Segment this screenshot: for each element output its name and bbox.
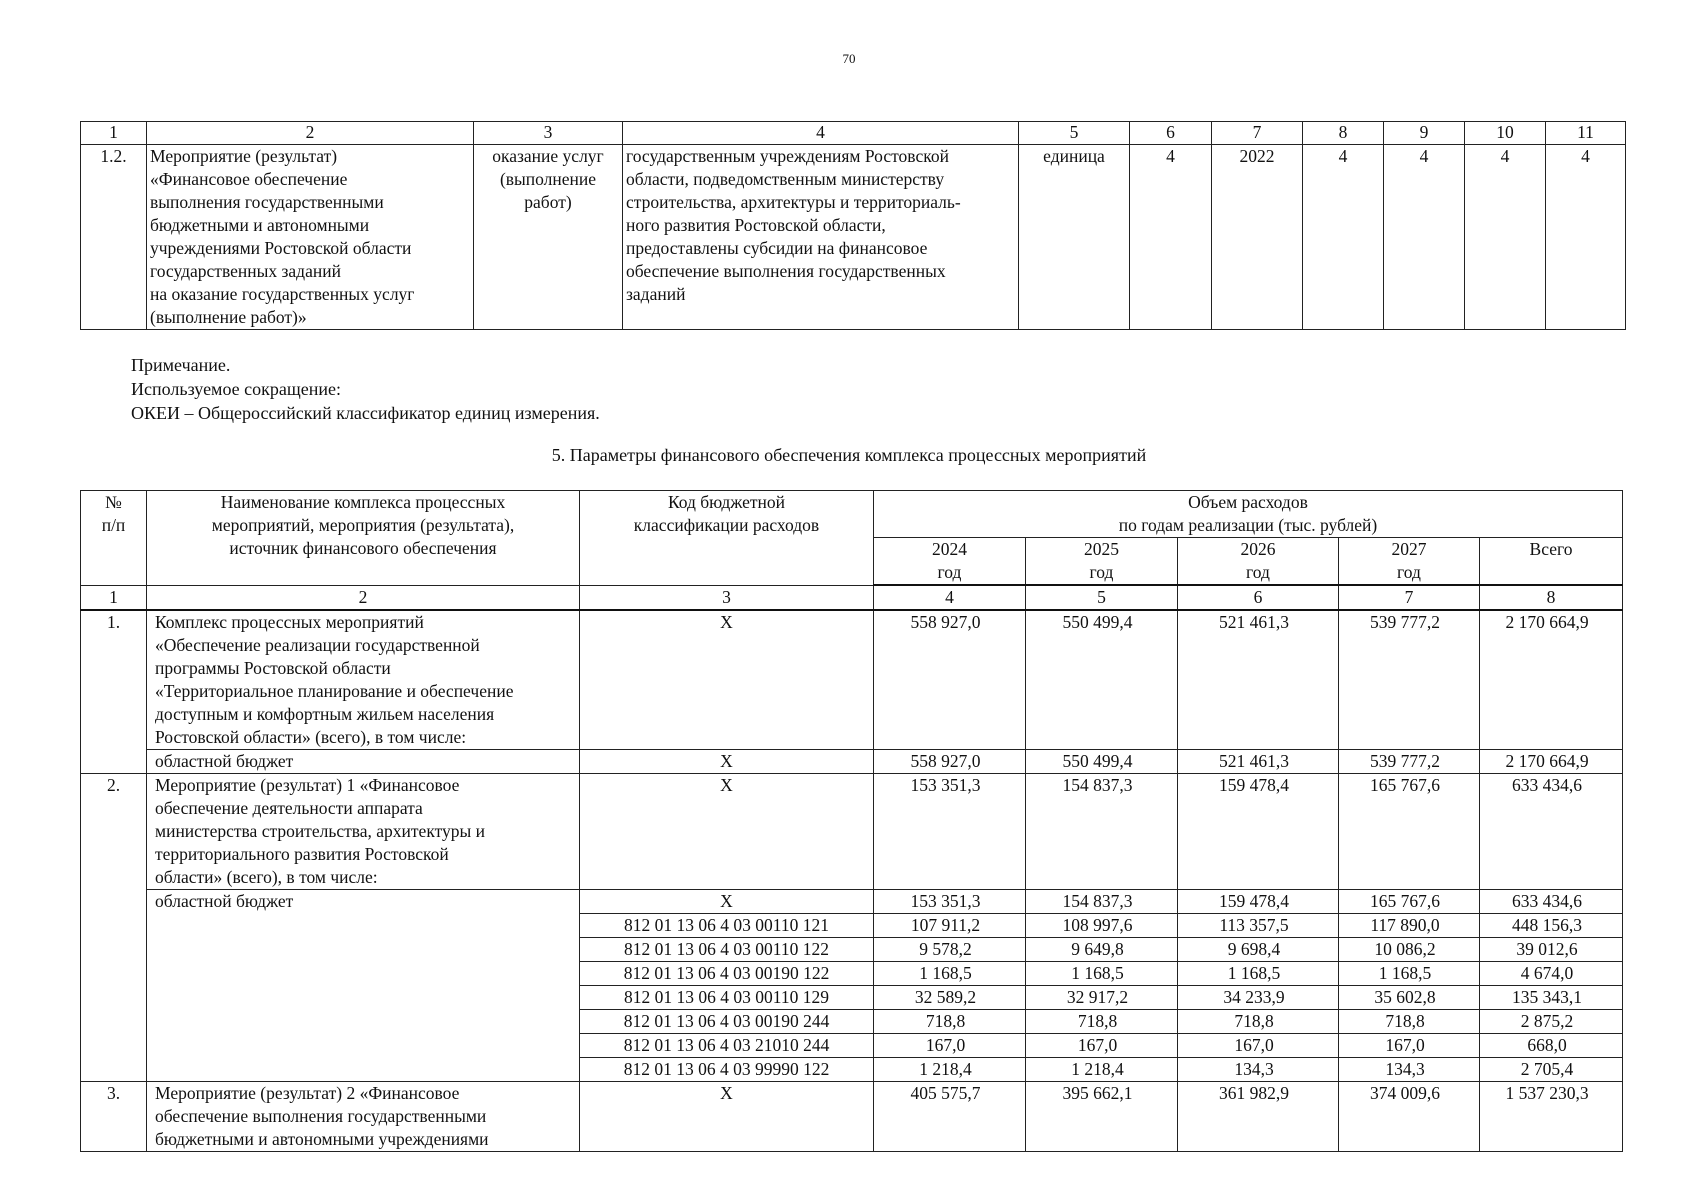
value-total: 4 674,0 <box>1480 962 1623 986</box>
t1-col-num: 3 <box>474 122 623 145</box>
name-line: территориального развития Ростовской <box>155 844 449 864</box>
header-line: Объем расходов <box>1188 492 1308 512</box>
value-2027: 374 009,6 <box>1339 1082 1480 1152</box>
cell-value: 4 <box>1546 145 1626 330</box>
t1-col-num: 2 <box>147 122 474 145</box>
value-total: 2 705,4 <box>1480 1058 1623 1082</box>
value-total: 135 343,1 <box>1480 986 1623 1010</box>
header-line: по годам реализации (тыс. рублей) <box>1118 515 1378 535</box>
budget-code: X <box>580 750 874 774</box>
value-2025: 154 837,3 <box>1026 890 1178 914</box>
name-line: (выполнение работ)» <box>150 307 307 327</box>
value-2024: 32 589,2 <box>874 986 1026 1010</box>
value-2025: 154 837,3 <box>1026 774 1178 890</box>
value-2026: 521 461,3 <box>1178 610 1339 750</box>
value-2026: 113 357,5 <box>1178 914 1339 938</box>
year-line: 2027 <box>1391 539 1427 559</box>
value-2027: 539 777,2 <box>1339 750 1480 774</box>
value-2027: 1 168,5 <box>1339 962 1480 986</box>
name-line: выполнения государственными <box>150 192 384 212</box>
col-num: 4 <box>874 585 1026 610</box>
col-num: 8 <box>1480 585 1623 610</box>
value-2025: 9 649,8 <box>1026 938 1178 962</box>
value-total: 633 434,6 <box>1480 774 1623 890</box>
cell-value: 4 <box>1303 145 1384 330</box>
header-line: классификации расходов <box>633 515 820 535</box>
header-year <box>874 538 1026 586</box>
budget-code: 812 01 13 06 4 03 00190 244 <box>580 1010 874 1034</box>
budget-code: X <box>580 1082 874 1152</box>
note-okei: ОКЕИ – Общероссийский классификатор единиц измерения. <box>131 403 600 423</box>
table1-row <box>81 145 1626 330</box>
name-line: государственных заданий <box>150 261 341 281</box>
year-line: год <box>1089 562 1114 582</box>
col-num: 2 <box>147 585 580 610</box>
cell-value: 4 <box>1465 145 1546 330</box>
cell-value: 4 <box>1384 145 1465 330</box>
value-2024: 558 927,0 <box>874 610 1026 750</box>
t1-col-num: 10 <box>1465 122 1546 145</box>
t1-col-num: 5 <box>1019 122 1130 145</box>
t1-col-num: 8 <box>1303 122 1384 145</box>
row-number: 1. <box>81 610 147 774</box>
value-2027: 165 767,6 <box>1339 774 1480 890</box>
budget-code: X <box>580 890 874 914</box>
value-2026: 9 698,4 <box>1178 938 1339 962</box>
name-line: бюджетными и автономными <box>150 215 370 235</box>
table1-header-row <box>81 122 1626 145</box>
header-line: п/п <box>101 515 126 535</box>
header-num <box>81 491 147 586</box>
value-total: 2 875,2 <box>1480 1010 1623 1034</box>
name-line: программы Ростовской области <box>155 658 391 678</box>
value-2024: 1 218,4 <box>874 1058 1026 1082</box>
t1-col-num: 7 <box>1212 122 1303 145</box>
t1-col-num: 1 <box>81 122 147 145</box>
value-2027: 134,3 <box>1339 1058 1480 1082</box>
value-2024: 405 575,7 <box>874 1082 1026 1152</box>
note-abbrev: Используемое сокращение: <box>131 379 341 399</box>
value-total: 668,0 <box>1480 1034 1623 1058</box>
row-name: областной бюджет <box>147 750 580 774</box>
cell-value: 4 <box>1130 145 1212 330</box>
budget-code: 812 01 13 06 4 03 21010 244 <box>580 1034 874 1058</box>
table-row <box>81 774 1623 890</box>
col-num: 6 <box>1178 585 1339 610</box>
value-2024: 167,0 <box>874 1034 1026 1058</box>
value-2024: 153 351,3 <box>874 890 1026 914</box>
header-year <box>1339 538 1480 586</box>
name-line: Мероприятие (результат) 2 «Финансовое <box>155 1083 460 1103</box>
section-title: 5. Параметры финансового обеспечения комплекса процессных мероприятий <box>551 445 1147 465</box>
value-total: 633 434,6 <box>1480 890 1623 914</box>
col-num: 7 <box>1339 585 1480 610</box>
value-2026: 1 168,5 <box>1178 962 1339 986</box>
header-name <box>147 491 580 586</box>
value-2025: 1 218,4 <box>1026 1058 1178 1082</box>
name-line: Мероприятие (результат) 1 «Финансовое <box>155 775 460 795</box>
desc-line: предоставлены субсидии на финансовое <box>626 238 928 258</box>
value-2024: 718,8 <box>874 1010 1026 1034</box>
value-total: 2 170 664,9 <box>1480 610 1623 750</box>
col-num: 5 <box>1026 585 1178 610</box>
name-line: учреждениями Ростовской области <box>150 238 412 258</box>
t1-col-num: 11 <box>1546 122 1626 145</box>
value-2024: 9 578,2 <box>874 938 1026 962</box>
notes <box>131 353 600 425</box>
budget-code: 812 01 13 06 4 03 00110 129 <box>580 986 874 1010</box>
name-line: Мероприятие (результат) <box>150 146 338 166</box>
value-2026: 34 233,9 <box>1178 986 1339 1010</box>
type-line: оказание услуг <box>492 146 604 166</box>
year-line: год <box>1397 562 1421 582</box>
value-2025: 32 917,2 <box>1026 986 1178 1010</box>
financing-table <box>80 490 1623 1152</box>
name-line: области» (всего), в том числе: <box>155 867 378 887</box>
value-2026: 718,8 <box>1178 1010 1339 1034</box>
value-2027: 35 602,8 <box>1339 986 1480 1010</box>
year-line: 2024 <box>932 539 967 559</box>
header-total: Всего <box>1480 538 1623 586</box>
name-line: «Территориальное планирование и обеспечение <box>155 681 514 701</box>
value-2027: 539 777,2 <box>1339 610 1480 750</box>
value-2026: 134,3 <box>1178 1058 1339 1082</box>
value-2027: 718,8 <box>1339 1010 1480 1034</box>
name-line: «Финансовое обеспечение <box>150 169 348 189</box>
result-type <box>474 145 623 330</box>
name-line: обеспечение выполнения государственными <box>155 1106 487 1126</box>
value-2025: 1 168,5 <box>1026 962 1178 986</box>
t1-col-num: 6 <box>1130 122 1212 145</box>
budget-code: 812 01 13 06 4 03 00110 122 <box>580 938 874 962</box>
row-name <box>147 1082 580 1152</box>
cell-value: 2022 <box>1212 145 1303 330</box>
header-volume <box>874 491 1623 538</box>
budget-code: X <box>580 774 874 890</box>
header-row <box>81 491 1623 538</box>
row-name: областной бюджет <box>147 890 580 1082</box>
header-line: источник финансового обеспечения <box>229 538 497 558</box>
value-2027: 117 890,0 <box>1339 914 1480 938</box>
name-line: «Обеспечение реализации государственной <box>155 635 480 655</box>
value-2025: 550 499,4 <box>1026 750 1178 774</box>
col-num: 1 <box>81 585 147 610</box>
value-2025: 550 499,4 <box>1026 610 1178 750</box>
table-row <box>81 610 1623 750</box>
header-year <box>1026 538 1178 586</box>
value-2026: 159 478,4 <box>1178 890 1339 914</box>
year-line: год <box>937 562 962 582</box>
indicators-table <box>80 121 1626 330</box>
value-2025: 108 997,6 <box>1026 914 1178 938</box>
header-line: Код бюджетной <box>667 492 786 512</box>
value-2026: 159 478,4 <box>1178 774 1339 890</box>
table-row <box>81 1082 1623 1152</box>
name-line: доступным и комфортным жильем населения <box>155 704 495 724</box>
unit: единица <box>1019 145 1130 330</box>
name-line: министерства строительства, архитектуры и <box>155 821 486 841</box>
value-2027: 167,0 <box>1339 1034 1480 1058</box>
budget-code: 812 01 13 06 4 03 99990 122 <box>580 1058 874 1082</box>
row-name <box>147 610 580 750</box>
row-number: 1.2. <box>81 145 147 330</box>
value-2027: 165 767,6 <box>1339 890 1480 914</box>
budget-code: 812 01 13 06 4 03 00190 122 <box>580 962 874 986</box>
value-total: 2 170 664,9 <box>1480 750 1623 774</box>
table-row <box>81 890 1623 914</box>
row-number: 3. <box>81 1082 147 1152</box>
name-line: обеспечение деятельности аппарата <box>155 798 423 818</box>
name-line: бюджетными и автономными учреждениями <box>155 1129 489 1149</box>
value-2025: 718,8 <box>1026 1010 1178 1034</box>
value-2024: 107 911,2 <box>874 914 1026 938</box>
value-2024: 1 168,5 <box>874 962 1026 986</box>
page-number: 70 <box>842 51 856 66</box>
header-line: мероприятий, мероприятия (результата), <box>211 515 515 535</box>
name-line: Комплекс процессных мероприятий <box>155 612 424 632</box>
value-total: 448 156,3 <box>1480 914 1623 938</box>
t1-col-num: 4 <box>623 122 1019 145</box>
desc-line: строительства, архитектуры и территориаль- <box>626 192 961 212</box>
value-total: 39 012,6 <box>1480 938 1623 962</box>
column-numbers-row <box>81 585 1623 610</box>
budget-code: 812 01 13 06 4 03 00110 121 <box>580 914 874 938</box>
value-2026: 521 461,3 <box>1178 750 1339 774</box>
col-num: 3 <box>580 585 874 610</box>
value-2026: 361 982,9 <box>1178 1082 1339 1152</box>
header-line: Наименование комплекса процессных <box>220 492 506 512</box>
name-line: на оказание государственных услуг <box>150 284 415 304</box>
type-line: работ) <box>524 192 572 212</box>
row-number: 2. <box>81 774 147 1082</box>
desc-line: обеспечение выполнения государственных <box>626 261 946 281</box>
note-title: Примечание. <box>131 355 231 375</box>
type-line: (выполнение <box>499 169 597 189</box>
budget-code: X <box>580 610 874 750</box>
value-2027: 10 086,2 <box>1339 938 1480 962</box>
header-code <box>580 491 874 586</box>
value-2024: 153 351,3 <box>874 774 1026 890</box>
name-line: Ростовской области» (всего), в том числе: <box>155 727 467 747</box>
desc-line: государственным учреждениям Ростовской <box>626 146 949 166</box>
desc-line: ного развития Ростовской области, <box>626 215 886 235</box>
desc-line: области, подведомственным министерству <box>626 169 945 189</box>
table-row <box>81 750 1623 774</box>
header-year <box>1178 538 1339 586</box>
value-2024: 558 927,0 <box>874 750 1026 774</box>
value-2025: 395 662,1 <box>1026 1082 1178 1152</box>
year-line: 2025 <box>1084 539 1119 559</box>
header-line: № <box>105 492 122 512</box>
row-name <box>147 774 580 890</box>
value-2026: 167,0 <box>1178 1034 1339 1058</box>
result-description <box>623 145 1019 330</box>
result-name <box>147 145 474 330</box>
value-total: 1 537 230,3 <box>1480 1082 1623 1152</box>
year-line: год <box>1246 562 1270 582</box>
value-2025: 167,0 <box>1026 1034 1178 1058</box>
desc-line: заданий <box>626 284 686 304</box>
year-line: 2026 <box>1240 539 1276 559</box>
t1-col-num: 9 <box>1384 122 1465 145</box>
